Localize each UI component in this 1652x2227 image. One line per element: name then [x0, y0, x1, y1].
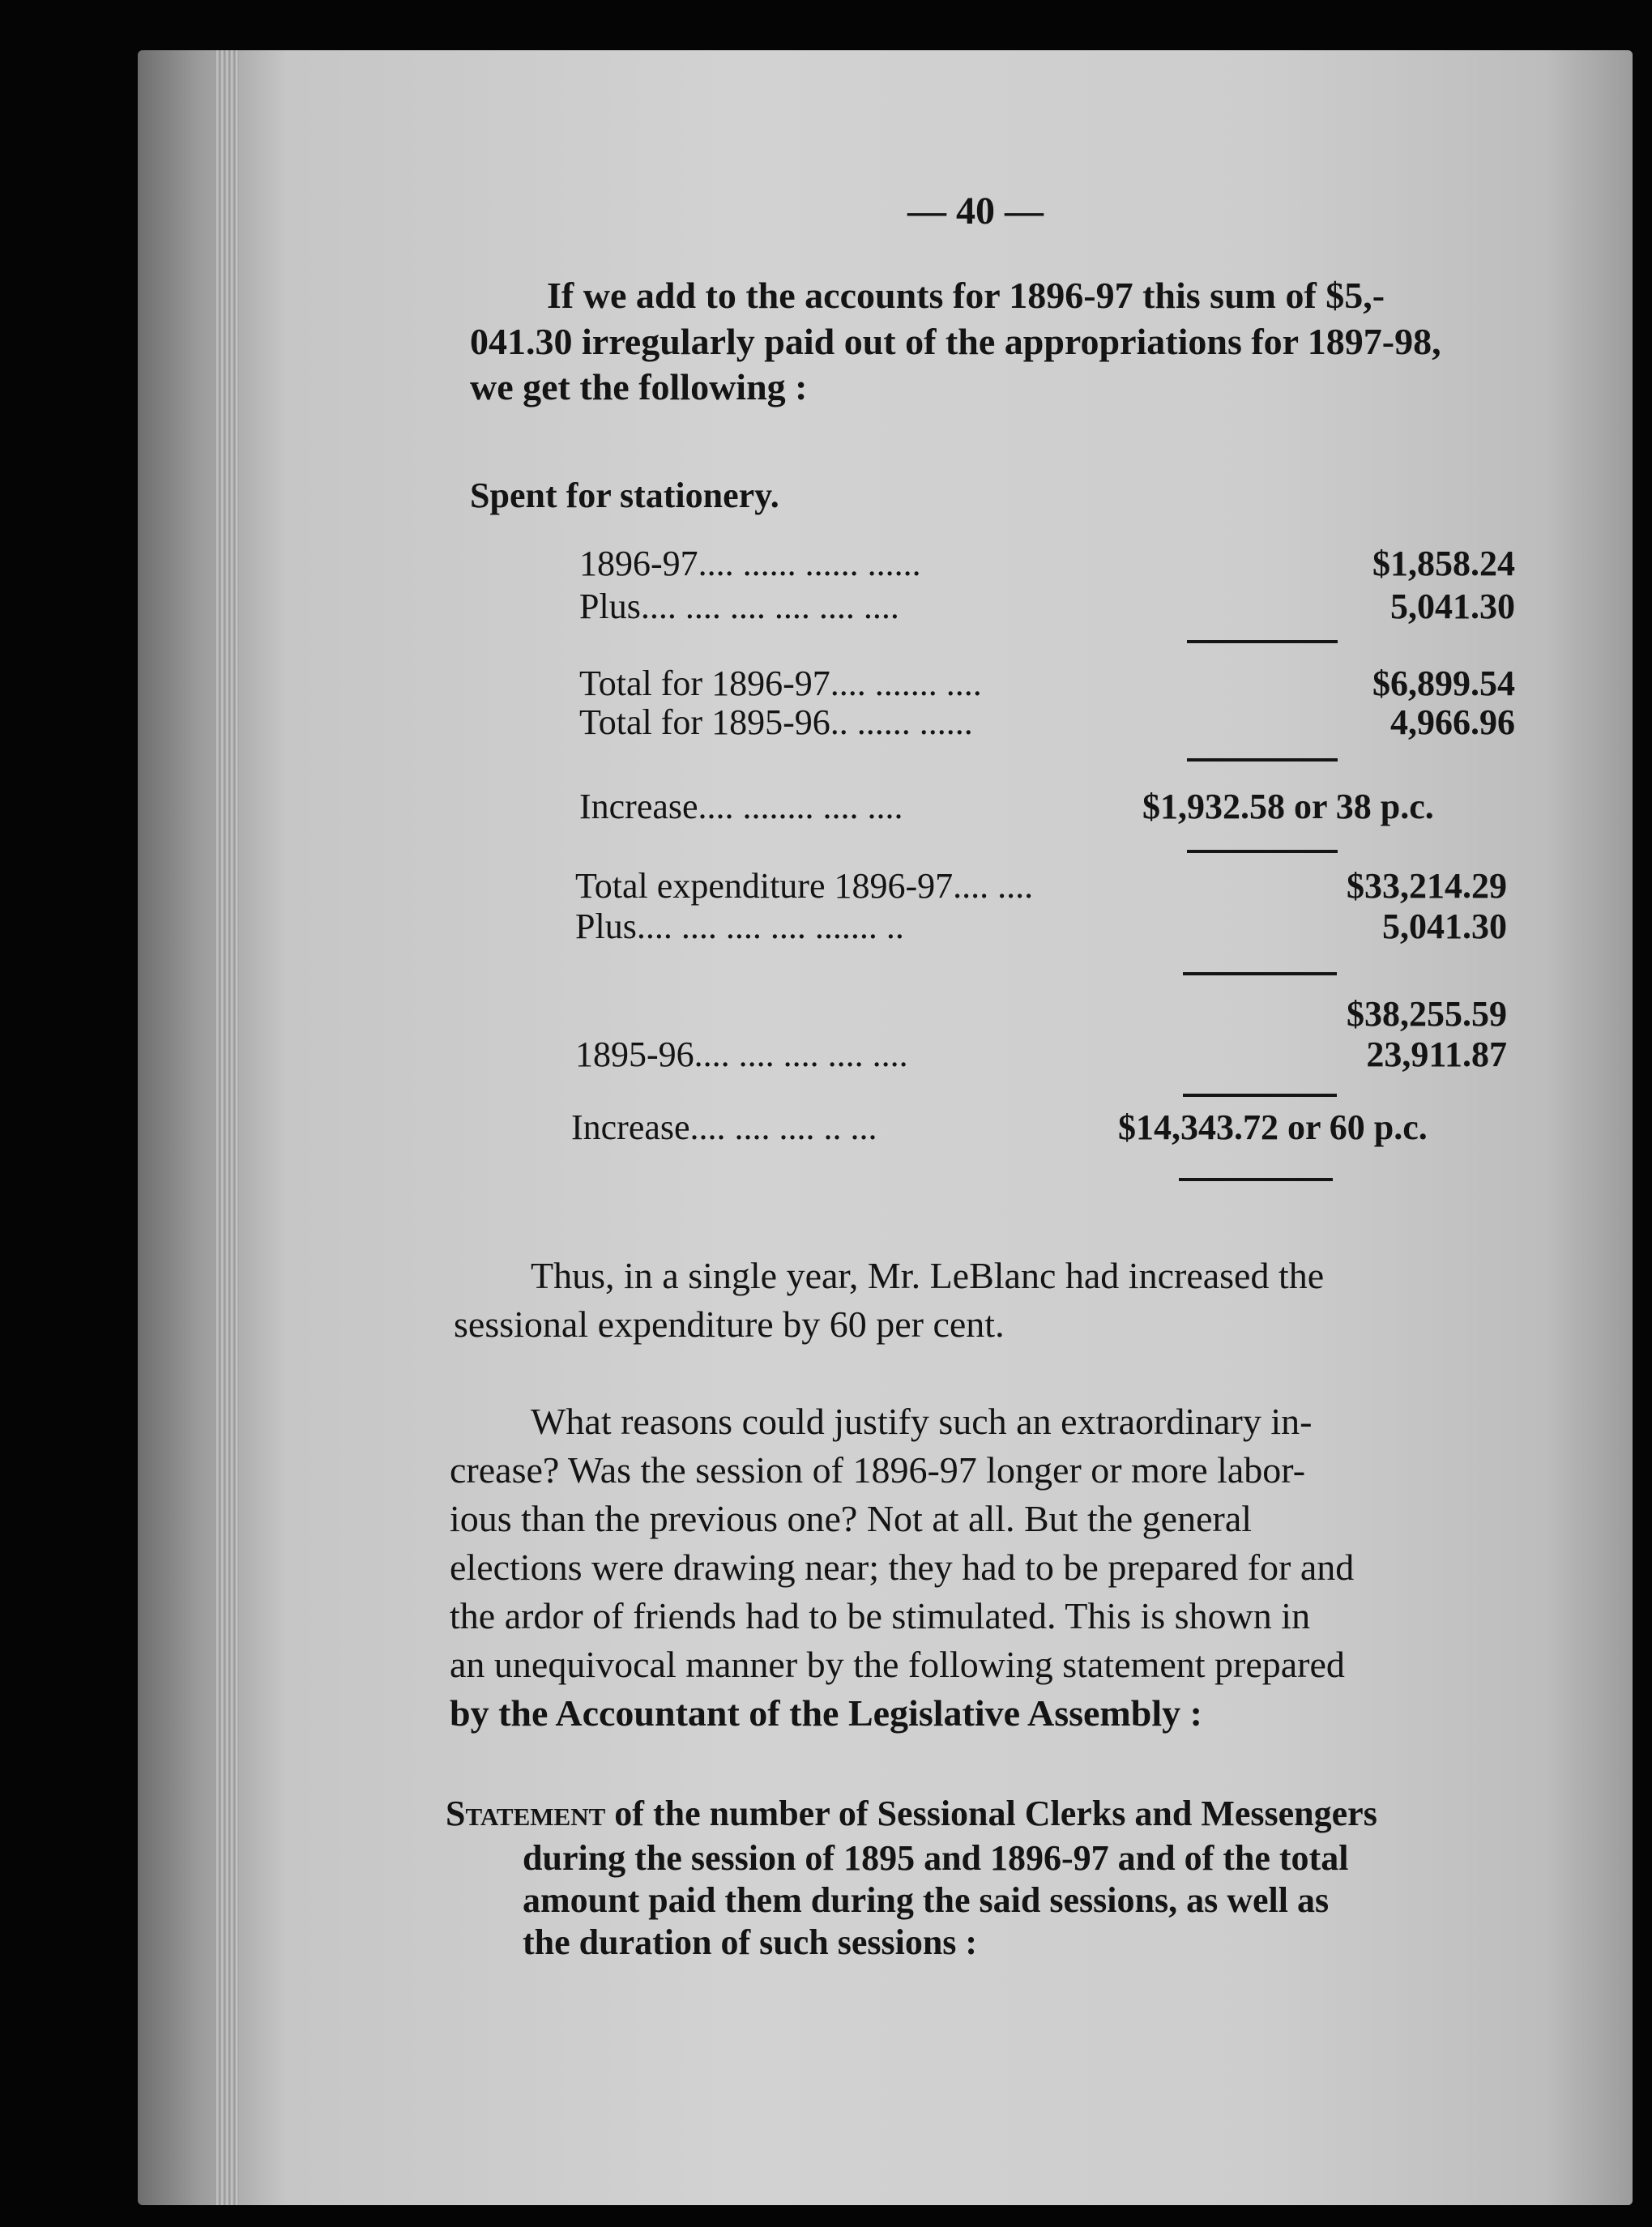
row-increase-2-amount: $14,343.72 or 60 p.c. [1118, 1107, 1428, 1147]
row-total-expenditure-amount: $33,214.29 [1347, 866, 1507, 906]
row-plus-amount: 5,041.30 [1390, 587, 1515, 626]
row-1895-96-amount: 23,911.87 [1366, 1035, 1507, 1074]
row-1895-96-label: 1895-96.... .... .... .... .... [575, 1035, 908, 1074]
statement-line-1 [446, 1796, 1377, 1832]
row-total-1896-97-amount: $6,899.54 [1372, 663, 1515, 703]
paragraph-1-line-3: we get the following : [470, 366, 808, 407]
document-page [138, 50, 1633, 2205]
statement-line-4: the duration of such sessions : [523, 1922, 978, 1962]
row-plus-label: Plus.... .... .... .... .... .... [579, 587, 899, 626]
statement-lead: Statement [446, 1794, 606, 1833]
row-increase-amount: $1,932.58 or 38 p.c. [1142, 787, 1434, 826]
sum-rule [1179, 1178, 1333, 1181]
sum-rule [1187, 850, 1338, 853]
paragraph-1-line-2: 041.30 irregularly paid out of the appropriations for 1897-98, [470, 321, 1441, 362]
row-total-expenditure-label: Total expenditure 1896-97.... .... [575, 866, 1034, 906]
paragraph-3-line-2: crease? Was the session of 1896-97 longer or more labor- [450, 1449, 1306, 1491]
sum-rule [1187, 758, 1338, 762]
row-increase-label: Increase.... ........ .... .... [579, 787, 903, 826]
row-total-1896-97-label: Total for 1896-97.... ....... .... [579, 663, 982, 703]
sum-rule [1183, 1094, 1337, 1097]
paragraph-3-line-6: an unequivocal manner by the following statement prepared [450, 1644, 1345, 1685]
statement-text-1: of the number of Sessional Clerks and Messengers [614, 1794, 1377, 1833]
paragraph-1-line-1: If we add to the accounts for 1896-97 this sum of $5,- [547, 275, 1385, 316]
statement-line-2: during the session of 1895 and 1896-97 and of the total [523, 1838, 1349, 1878]
row-subtotal-amount: $38,255.59 [1347, 994, 1507, 1034]
section-heading: Spent for stationery. [470, 476, 779, 515]
statement-line-3: amount paid them during the said sessions, as well as [523, 1880, 1330, 1920]
row-plus-2-amount: 5,041.30 [1382, 907, 1507, 946]
paragraph-3-line-5: the ardor of friends had to be stimulated. This is shown in [450, 1595, 1311, 1636]
paragraph-3-line-1: What reasons could justify such an extraordinary in- [531, 1401, 1313, 1442]
sum-rule [1183, 972, 1337, 975]
paragraph-2-line-1: Thus, in a single year, Mr. LeBlanc had increased the [531, 1255, 1325, 1296]
paragraph-3-line-4: elections were drawing near; they had to be prepared for and [450, 1547, 1355, 1588]
page-right-edge [1547, 50, 1633, 2205]
paragraph-2-line-2: sessional expenditure by 60 per cent. [454, 1303, 1005, 1345]
row-total-1895-96-label: Total for 1895-96.. ...... ...... [579, 702, 973, 742]
page-number: — 40 — [907, 190, 1044, 233]
page-binding-edge [215, 50, 239, 2205]
paragraph-3-line-3: ious than the previous one? Not at all. But the general [450, 1498, 1253, 1539]
row-1896-97-label: 1896-97.... ...... ...... ...... [579, 544, 921, 583]
row-plus-2-label: Plus.... .... .... .... ....... .. [575, 907, 904, 946]
sum-rule [1187, 640, 1338, 643]
row-1896-97-amount: $1,858.24 [1372, 544, 1515, 583]
row-increase-2-label: Increase.... .... .... .. ... [571, 1107, 877, 1147]
paragraph-3-line-7: by the Accountant of the Legislative Assembly : [450, 1692, 1202, 1734]
row-total-1895-96-amount: 4,966.96 [1390, 702, 1515, 742]
